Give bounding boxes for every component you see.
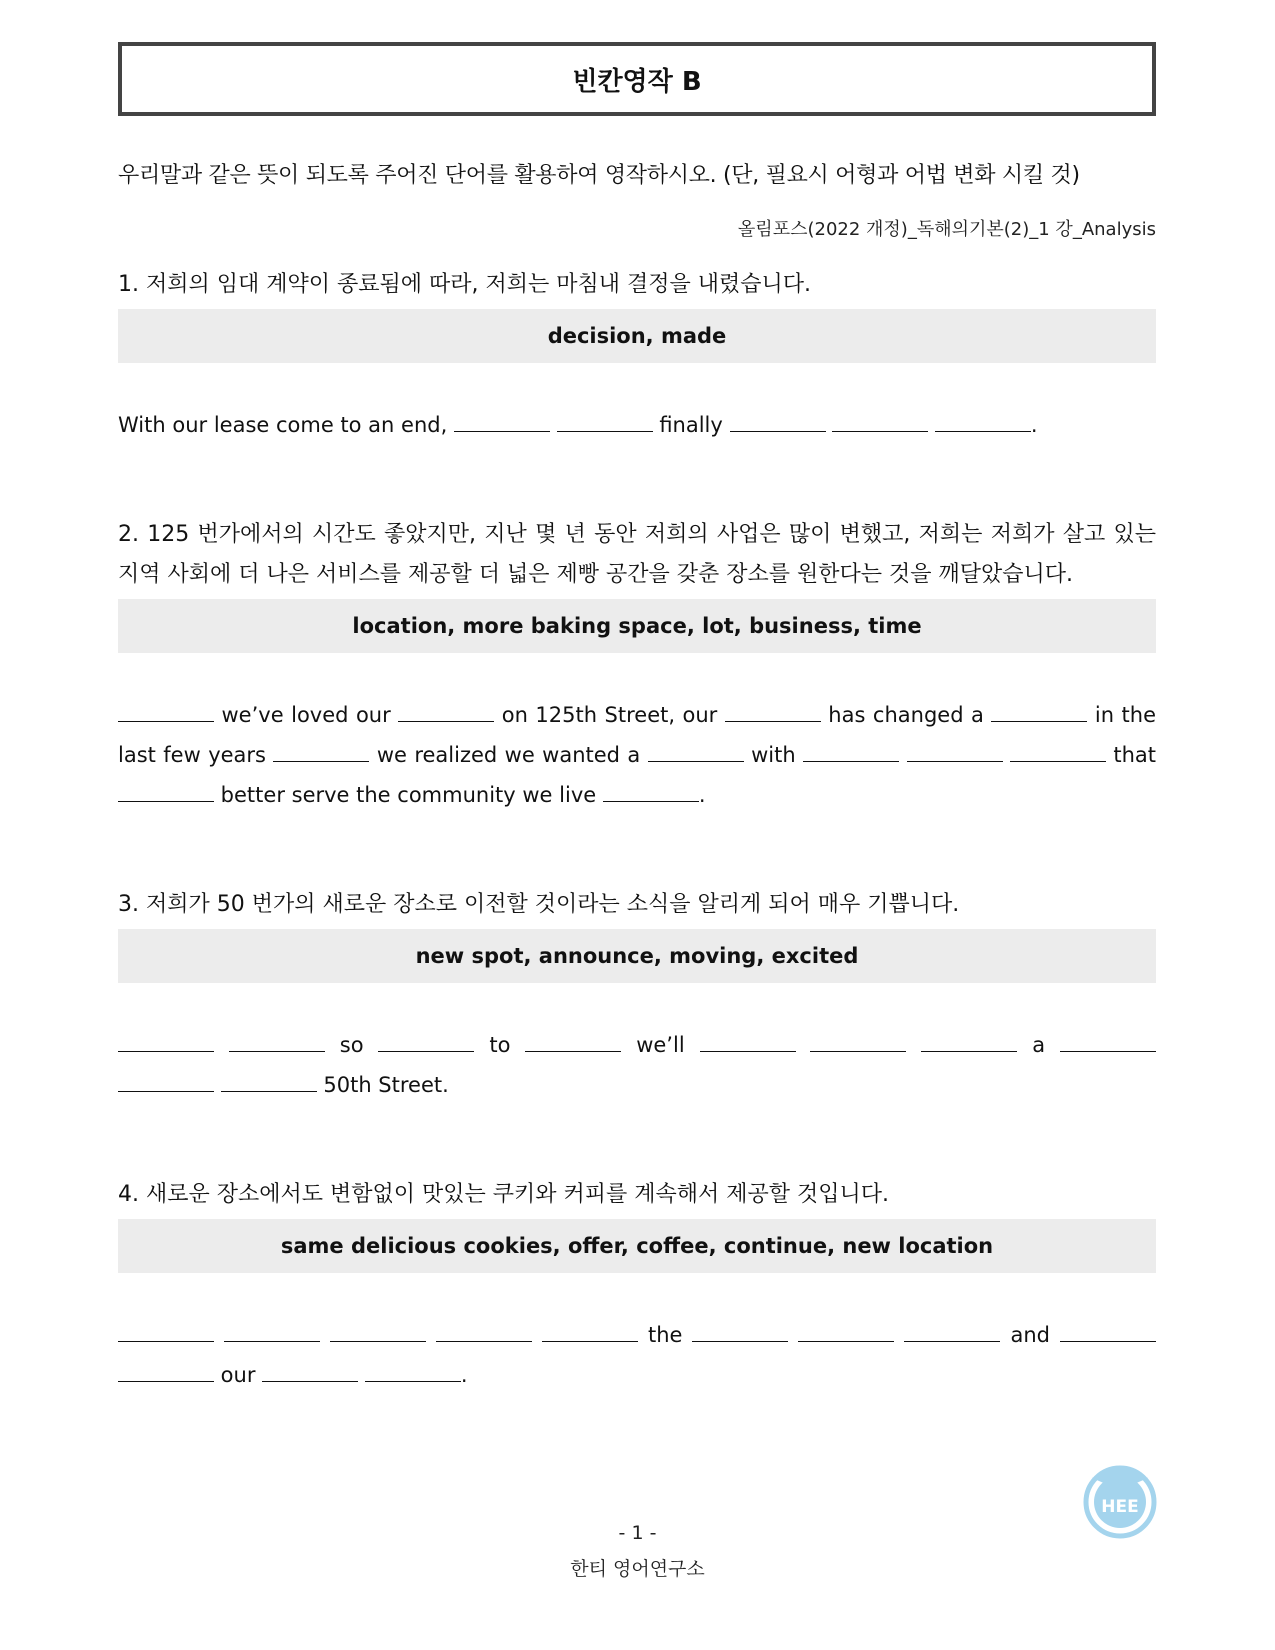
answer-text bbox=[899, 743, 906, 767]
keyword-text: decision, made bbox=[547, 324, 727, 348]
answer-blank[interactable] bbox=[725, 699, 821, 722]
answer-text bbox=[826, 413, 833, 437]
answer-text: in the last few years bbox=[118, 703, 1157, 767]
question-1 bbox=[118, 265, 1156, 445]
answer-line bbox=[118, 1025, 1156, 1105]
answer-blank[interactable] bbox=[378, 1029, 474, 1052]
answer-blank[interactable] bbox=[454, 409, 550, 432]
answer-text bbox=[214, 1323, 224, 1347]
answer-blank[interactable] bbox=[525, 1029, 621, 1052]
answer-text bbox=[214, 1033, 229, 1057]
answer-text: on 125th Street, our bbox=[494, 703, 725, 727]
answer-blank[interactable] bbox=[118, 1319, 214, 1342]
answer-blank[interactable] bbox=[1060, 1319, 1156, 1342]
answer-blank[interactable] bbox=[730, 409, 826, 432]
answer-text: that bbox=[1105, 743, 1156, 767]
answer-blank[interactable] bbox=[935, 409, 1031, 432]
answer-blank[interactable] bbox=[262, 1359, 358, 1382]
answer-blank[interactable] bbox=[118, 699, 214, 722]
answer-text bbox=[894, 1323, 904, 1347]
answer-text bbox=[532, 1323, 542, 1347]
answer-text: a bbox=[1017, 1033, 1060, 1057]
answer-text: has changed a bbox=[820, 703, 992, 727]
title-box bbox=[118, 42, 1156, 116]
answer-text bbox=[796, 1033, 811, 1057]
question-prompt: 1. 저희의 임대 계약이 종료됨에 따라, 저희는 마침내 결정을 내렸습니다. bbox=[118, 272, 811, 297]
answer-blank[interactable] bbox=[700, 1029, 796, 1052]
source-label: 올림포스(2022 개정)_독해의기본(2)_1 강_Analysis bbox=[737, 219, 1156, 240]
answer-blank[interactable] bbox=[118, 1359, 214, 1382]
answer-text bbox=[550, 413, 557, 437]
answer-blank[interactable] bbox=[1010, 739, 1106, 762]
keyword-box bbox=[118, 309, 1156, 363]
answer-text bbox=[320, 1323, 330, 1347]
answer-line bbox=[118, 695, 1156, 815]
question-2 bbox=[118, 515, 1156, 815]
logo-text: HEE bbox=[1101, 1497, 1139, 1517]
answer-line bbox=[118, 405, 1156, 445]
answer-text: 50th Street. bbox=[316, 1073, 449, 1097]
answer-blank[interactable] bbox=[904, 1319, 1000, 1342]
keyword-text: location, more baking space, lot, business, time bbox=[352, 614, 922, 638]
answer-text: finally bbox=[652, 413, 730, 437]
keyword-box bbox=[118, 1219, 1156, 1273]
keyword-text: new spot, announce, moving, excited bbox=[415, 944, 859, 968]
question-prompt: 2. 125 번가에서의 시간도 좋았지만, 지난 몇 년 동안 저희의 사업은 많이 변했고, 저희는 저희가 살고 있는 지역 사회에 더 나은 서비스를 제공할 더 넓은 제빵 공간을 갖춘 장소를 원한다는 것을 깨달았습니다. bbox=[118, 522, 1156, 587]
answer-blank[interactable] bbox=[603, 779, 699, 802]
hee-logo-icon bbox=[1078, 1456, 1162, 1540]
answer-text bbox=[906, 1033, 921, 1057]
question-prompt: 3. 저희가 50 번가의 새로운 장소로 이전할 것이라는 소식을 알리게 되어 매우 기쁩니다. bbox=[118, 892, 960, 917]
answer-line bbox=[118, 1315, 1156, 1395]
answer-text: the bbox=[638, 1323, 693, 1347]
keyword-box bbox=[118, 929, 1156, 983]
answer-blank[interactable] bbox=[798, 1319, 894, 1342]
answer-text bbox=[214, 1073, 221, 1097]
answer-blank[interactable] bbox=[810, 1029, 906, 1052]
answer-blank[interactable] bbox=[648, 739, 744, 762]
question-4 bbox=[118, 1175, 1156, 1395]
answer-text: . bbox=[460, 1363, 468, 1387]
answer-blank[interactable] bbox=[832, 409, 928, 432]
answer-blank[interactable] bbox=[991, 699, 1087, 722]
answer-text: we realized we wanted a bbox=[369, 743, 648, 767]
answer-blank[interactable] bbox=[118, 1029, 214, 1052]
answer-blank[interactable] bbox=[907, 739, 1003, 762]
answer-text: . bbox=[1030, 413, 1038, 437]
keyword-box bbox=[118, 599, 1156, 653]
answer-blank[interactable] bbox=[221, 1069, 317, 1092]
answer-text: . bbox=[698, 783, 706, 807]
answer-text: we’ll bbox=[621, 1033, 700, 1057]
answer-blank[interactable] bbox=[542, 1319, 638, 1342]
answer-blank[interactable] bbox=[118, 1069, 214, 1092]
answer-blank[interactable] bbox=[118, 779, 214, 802]
answer-text bbox=[928, 413, 935, 437]
worksheet-page bbox=[118, 42, 1156, 1395]
instruction-text: 우리말과 같은 뜻이 되도록 주어진 단어를 활용하여 영작하시오. (단, 필요시 어형과 어법 변화 시킬 것) bbox=[118, 163, 1080, 188]
answer-blank[interactable] bbox=[436, 1319, 532, 1342]
answer-text: better serve the community we live bbox=[214, 783, 603, 807]
answer-text: and bbox=[1000, 1323, 1060, 1347]
page-title: 빈칸영작 B bbox=[572, 66, 702, 97]
answer-text bbox=[1003, 743, 1010, 767]
answer-blank[interactable] bbox=[273, 739, 369, 762]
question-list bbox=[118, 265, 1156, 1395]
answer-blank[interactable] bbox=[921, 1029, 1017, 1052]
answer-text bbox=[358, 1363, 365, 1387]
answer-blank[interactable] bbox=[365, 1359, 461, 1382]
answer-text: With our lease come to an end, bbox=[118, 413, 454, 437]
answer-text: we’ve loved our bbox=[214, 703, 399, 727]
question-3 bbox=[118, 885, 1156, 1105]
organization-name: 한티 영어연구소 bbox=[570, 1558, 705, 1580]
answer-blank[interactable] bbox=[803, 739, 899, 762]
answer-text: with bbox=[743, 743, 804, 767]
answer-text: our bbox=[214, 1363, 263, 1387]
answer-blank[interactable] bbox=[224, 1319, 320, 1342]
keyword-text: same delicious cookies, offer, coffee, continue, new location bbox=[280, 1234, 994, 1258]
answer-blank[interactable] bbox=[229, 1029, 325, 1052]
answer-text bbox=[426, 1323, 436, 1347]
page-number: - 1 - bbox=[618, 1522, 657, 1544]
question-prompt: 4. 새로운 장소에서도 변함없이 맛있는 쿠키와 커피를 계속해서 제공할 것입니다. bbox=[118, 1182, 889, 1207]
answer-text bbox=[788, 1323, 798, 1347]
answer-blank[interactable] bbox=[330, 1319, 426, 1342]
answer-blank[interactable] bbox=[398, 699, 494, 722]
answer-blank[interactable] bbox=[557, 409, 653, 432]
answer-text: so bbox=[324, 1033, 379, 1057]
answer-blank[interactable] bbox=[1060, 1029, 1156, 1052]
answer-text: to bbox=[474, 1033, 526, 1057]
answer-blank[interactable] bbox=[692, 1319, 788, 1342]
